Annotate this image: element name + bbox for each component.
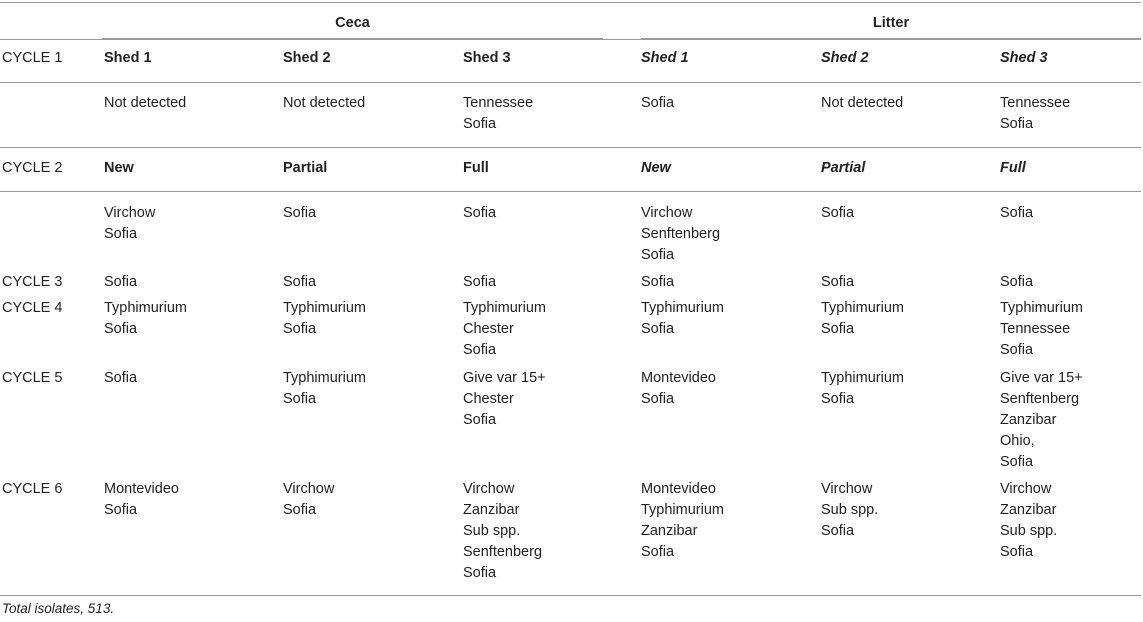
row-label: CYCLE 6 xyxy=(2,481,63,497)
serovar-entry: Sub spp. xyxy=(821,502,879,518)
serovar-entry: Senftenberg xyxy=(463,544,543,560)
serovar-entry: Typhimurium xyxy=(821,300,904,316)
table-rule xyxy=(0,2,1141,3)
table-rule xyxy=(0,147,1141,148)
serovar-entry: Sofia xyxy=(641,95,675,111)
serovar-entry: Typhimurium xyxy=(463,300,546,316)
serovar-entry: Virchow xyxy=(641,205,693,221)
serovar-entry: Virchow xyxy=(283,481,335,497)
table-cell xyxy=(283,272,316,293)
serovar-entry: Sofia xyxy=(463,412,497,428)
serovar-entry: Montevideo xyxy=(104,481,179,497)
column-header: Partial xyxy=(821,160,866,176)
table-cell xyxy=(283,368,366,410)
table-cell xyxy=(821,368,904,410)
serovar-entry: Zanzibar xyxy=(641,523,698,539)
serovar-entry: Sofia xyxy=(821,523,855,539)
table-cell xyxy=(641,203,720,266)
serovar-entry: Sofia xyxy=(104,321,138,337)
serovar-entry: Chester xyxy=(463,391,514,407)
serovar-entry: Tennessee xyxy=(1000,95,1071,111)
table-cell xyxy=(641,368,716,410)
table-cell xyxy=(283,203,316,224)
table-cell xyxy=(1000,368,1083,473)
serovar-entry: Typhimurium xyxy=(1000,300,1083,316)
serovar-entry: Sofia xyxy=(104,502,138,518)
column-header: Partial xyxy=(283,160,328,176)
serovar-entry: Senftenberg xyxy=(1000,391,1080,407)
serovar-entry: Sofia xyxy=(104,226,138,242)
serovar-entry: Sofia xyxy=(283,274,317,290)
serovar-entry: Sofia xyxy=(641,544,675,560)
table-cell xyxy=(1000,203,1033,224)
table-rule xyxy=(0,191,1141,192)
table-cell xyxy=(463,298,546,361)
serovar-entry: Sofia xyxy=(1000,342,1034,358)
table-cell xyxy=(821,479,878,542)
serovar-entry: Virchow xyxy=(1000,481,1052,497)
serovar-entry: Sofia xyxy=(283,502,317,518)
serovar-entry: Sofia xyxy=(1000,205,1034,221)
column-header: New xyxy=(641,160,671,176)
serovar-entry: Sofia xyxy=(463,342,497,358)
column-header: Shed 2 xyxy=(821,50,869,66)
table-cell xyxy=(283,298,366,340)
footnote: Total isolates, 513. xyxy=(2,601,115,616)
table-cell xyxy=(821,93,903,114)
serovar-entry: Sofia xyxy=(463,274,497,290)
table-cell xyxy=(104,479,179,521)
column-header: Shed 1 xyxy=(641,50,689,66)
row-label: CYCLE 3 xyxy=(2,274,63,290)
column-header: Shed 3 xyxy=(1000,50,1048,66)
serovar-entry: Zanzibar xyxy=(1000,412,1057,428)
table-cell xyxy=(1000,93,1070,135)
serovar-entry: Sofia xyxy=(641,391,675,407)
table-cell xyxy=(463,368,546,431)
table-cell xyxy=(463,203,496,224)
table-rule xyxy=(0,39,1141,40)
serovar-entry: Sofia xyxy=(283,391,317,407)
serovar-entry: Senftenberg xyxy=(641,226,721,242)
table-rule xyxy=(0,82,1141,83)
table-cell xyxy=(104,298,187,340)
serovar-entry: Sofia xyxy=(641,321,675,337)
serovar-entry: Typhimurium xyxy=(641,300,724,316)
table-cell xyxy=(641,479,724,563)
column-header: Shed 1 xyxy=(104,50,152,66)
serovar-entry: Sofia xyxy=(821,391,855,407)
serovar-entry: Sub spp. xyxy=(1000,523,1058,539)
serovar-entry: Sofia xyxy=(283,205,317,221)
table-cell xyxy=(104,368,137,389)
serovar-entry: Typhimurium xyxy=(283,300,366,316)
serovar-entry: Sofia xyxy=(1000,274,1034,290)
column-header: Full xyxy=(1000,160,1026,176)
table-cell xyxy=(821,203,854,224)
column-header: Shed 3 xyxy=(463,50,511,66)
serovar-entry: Sub spp. xyxy=(463,523,521,539)
serovar-entry: Give var 15+ xyxy=(463,370,546,386)
serovar-entry: Sofia xyxy=(641,247,675,263)
table-cell xyxy=(283,479,334,521)
serovar-entry: Not detected xyxy=(283,95,366,111)
column-header: New xyxy=(104,160,134,176)
serovar-entry: Virchow xyxy=(821,481,873,497)
table-cell xyxy=(821,272,854,293)
serovar-entry: Virchow xyxy=(463,481,515,497)
serovar-entry: Sofia xyxy=(463,565,497,581)
serovar-entry: Sofia xyxy=(463,205,497,221)
table-cell xyxy=(104,93,186,114)
column-header: Full xyxy=(463,160,489,176)
table-cell xyxy=(463,272,496,293)
serovar-entry: Sofia xyxy=(283,321,317,337)
serovar-entry: Montevideo xyxy=(641,370,716,386)
serovar-entry: Sofia xyxy=(641,274,675,290)
serovar-entry: Sofia xyxy=(1000,454,1034,470)
group-ceca: Ceca xyxy=(335,15,370,31)
table-cell xyxy=(463,93,533,135)
table-cell xyxy=(283,93,365,114)
table-cell xyxy=(641,93,674,114)
serovar-entry: Tennessee xyxy=(463,95,534,111)
serovar-entry: Give var 15+ xyxy=(1000,370,1083,386)
serovar-entry: Typhimurium xyxy=(104,300,187,316)
serovar-entry: Sofia xyxy=(821,205,855,221)
table-cell xyxy=(641,272,674,293)
row-label: CYCLE 5 xyxy=(2,370,63,386)
serovar-entry: Typhimurium xyxy=(821,370,904,386)
serovar-entry: Ohio, xyxy=(1000,433,1035,449)
serovar-entry: Sofia xyxy=(463,116,497,132)
table-cell xyxy=(1000,272,1033,293)
row-label: CYCLE 1 xyxy=(2,50,63,66)
serovar-entry: Zanzibar xyxy=(463,502,520,518)
row-label: CYCLE 4 xyxy=(2,300,63,316)
serovar-entry: Sofia xyxy=(821,274,855,290)
serovar-entry: Sofia xyxy=(1000,116,1034,132)
table-cell xyxy=(641,298,724,340)
serovar-entry: Typhimurium xyxy=(283,370,366,386)
serovar-entry: Sofia xyxy=(104,274,138,290)
serovar-entry: Zanzibar xyxy=(1000,502,1057,518)
table-cell xyxy=(1000,298,1083,361)
table-cell xyxy=(463,479,542,584)
column-header: Shed 2 xyxy=(283,50,331,66)
table-cell xyxy=(104,272,137,293)
group-litter: Litter xyxy=(872,15,910,31)
table-cell xyxy=(1000,479,1057,563)
row-label: CYCLE 2 xyxy=(2,160,63,176)
table-cell xyxy=(104,203,155,245)
serovar-entry: Tennessee xyxy=(1000,321,1071,337)
serovar-entry: Virchow xyxy=(104,205,156,221)
serovar-entry: Not detected xyxy=(821,95,904,111)
serovar-entry: Sofia xyxy=(104,370,138,386)
serovar-entry: Sofia xyxy=(821,321,855,337)
serovar-entry: Typhimurium xyxy=(641,502,724,518)
table-cell xyxy=(821,298,904,340)
serovar-entry: Not detected xyxy=(104,95,187,111)
table-rule xyxy=(0,595,1141,596)
serovar-entry: Sofia xyxy=(1000,544,1034,560)
serovar-entry: Chester xyxy=(463,321,514,337)
serovar-entry: Montevideo xyxy=(641,481,716,497)
